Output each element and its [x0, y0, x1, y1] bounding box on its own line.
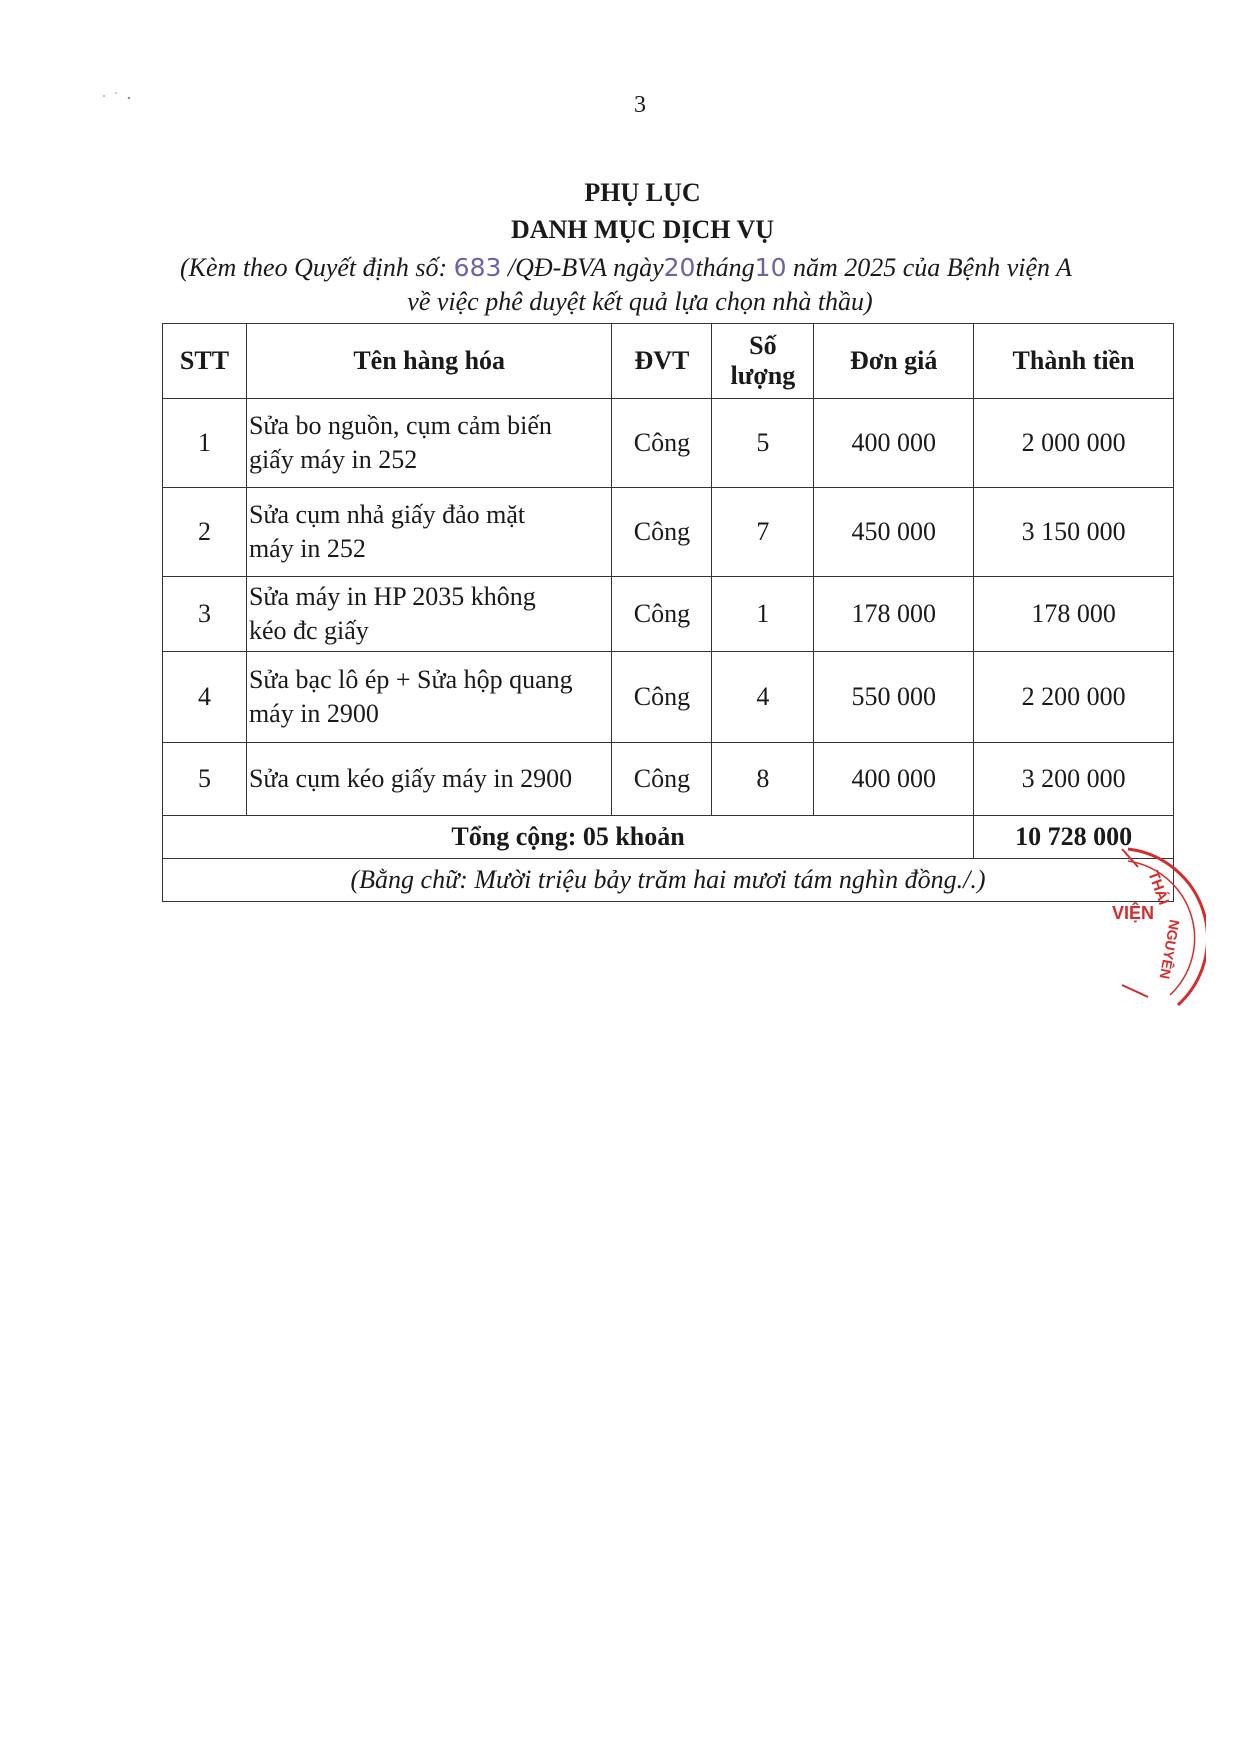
cell-unit: Công — [612, 399, 712, 488]
cell-name-line1: Sửa cụm kéo giấy máy in 2900 — [248, 764, 573, 793]
table-row — [163, 652, 1174, 743]
page-number: 3 — [634, 92, 646, 118]
cell-name-line2: kéo đc giấy — [248, 616, 369, 645]
cell-unit: Công — [612, 488, 712, 577]
cell-price: 178 000 — [814, 577, 974, 652]
cell-name — [246, 488, 612, 577]
subtitle-prefix: (Kèm theo Quyết định số: — [180, 253, 454, 282]
cell-stt: 3 — [163, 577, 247, 652]
table-row — [163, 399, 1174, 488]
cell-name-line1: Sửa cụm nhả giấy đảo mặt — [248, 500, 526, 529]
cell-stt: 4 — [163, 652, 247, 743]
decision-reference-line — [180, 253, 1130, 283]
subtitle-month-word: tháng — [695, 253, 755, 282]
total-row — [163, 816, 1174, 859]
cell-stt: 2 — [163, 488, 247, 577]
cell-unit: Công — [612, 577, 712, 652]
cell-name-line1: Sửa máy in HP 2035 không — [248, 582, 536, 611]
cell-unit: Công — [612, 652, 712, 743]
appendix-title: PHỤ LỤC — [584, 178, 701, 207]
cell-name-line1: Sửa bạc lô ép + Sửa hộp quang — [248, 665, 573, 694]
header-qty-line2: lượng — [730, 361, 796, 390]
cell-total: 178 000 — [974, 577, 1174, 652]
red-seal-stamp — [1108, 835, 1206, 1025]
stamp-text-bottom: NGUYÊN — [1156, 918, 1183, 981]
service-table — [162, 323, 1174, 902]
table-header-row — [163, 324, 1174, 399]
stamp-text-top: THÁI — [1144, 868, 1173, 908]
subtitle-after-number: /QĐ-BVA ngày — [501, 253, 664, 282]
subtitle-suffix: năm 2025 của Bệnh viện A — [786, 253, 1072, 282]
cell-unit: Công — [612, 743, 712, 816]
cell-name-line2: giấy máy in 252 — [248, 445, 418, 474]
service-list-title: DANH MỤC DỊCH VỤ — [510, 215, 775, 244]
table-row — [163, 743, 1174, 816]
cell-name — [246, 399, 612, 488]
cell-total: 2 000 000 — [974, 399, 1174, 488]
header-qty — [712, 324, 814, 399]
cell-stt: 1 — [163, 399, 247, 488]
header-name: Tên hàng hóa — [246, 324, 612, 399]
cell-name-line2: máy in 2900 — [248, 699, 379, 728]
amount-in-words-row — [163, 859, 1174, 902]
decision-reference-line-2: về việc phê duyệt kết quả lựa chọn nhà thầu) — [407, 287, 873, 316]
total-value: 10 728 000 — [974, 816, 1174, 859]
cell-name-line2: máy in 252 — [248, 534, 366, 563]
cell-name — [246, 652, 612, 743]
cell-name — [246, 577, 612, 652]
header-qty-line1: Số — [749, 331, 777, 360]
cell-total: 2 200 000 — [974, 652, 1174, 743]
cell-qty: 8 — [712, 743, 814, 816]
cell-name — [246, 743, 612, 816]
cell-qty: 4 — [712, 652, 814, 743]
handwritten-month: 10 — [754, 253, 787, 282]
cell-name-line1: Sửa bo nguồn, cụm cảm biến — [248, 411, 552, 440]
cell-price: 400 000 — [814, 743, 974, 816]
header-price: Đơn giá — [814, 324, 974, 399]
handwritten-day: 20 — [663, 253, 696, 282]
table-row — [163, 488, 1174, 577]
total-label: Tổng cộng: 05 khoản — [163, 816, 974, 859]
cell-total: 3 150 000 — [974, 488, 1174, 577]
table-row — [163, 577, 1174, 652]
stamp-text-mid: VIỆN — [1112, 903, 1155, 923]
amount-in-words: (Bằng chữ: Mười triệu bảy trăm hai mươi tám nghìn đồng./.) — [163, 859, 1174, 902]
cell-qty: 7 — [712, 488, 814, 577]
cell-price: 400 000 — [814, 399, 974, 488]
cell-price: 550 000 — [814, 652, 974, 743]
cell-price: 450 000 — [814, 488, 974, 577]
header-stt: STT — [163, 324, 247, 399]
header-total: Thành tiền — [974, 324, 1174, 399]
cell-qty: 1 — [712, 577, 814, 652]
handwritten-decision-number: 683 — [453, 253, 502, 282]
cell-total: 3 200 000 — [974, 743, 1174, 816]
header-unit: ĐVT — [612, 324, 712, 399]
cell-qty: 5 — [712, 399, 814, 488]
cell-stt: 5 — [163, 743, 247, 816]
